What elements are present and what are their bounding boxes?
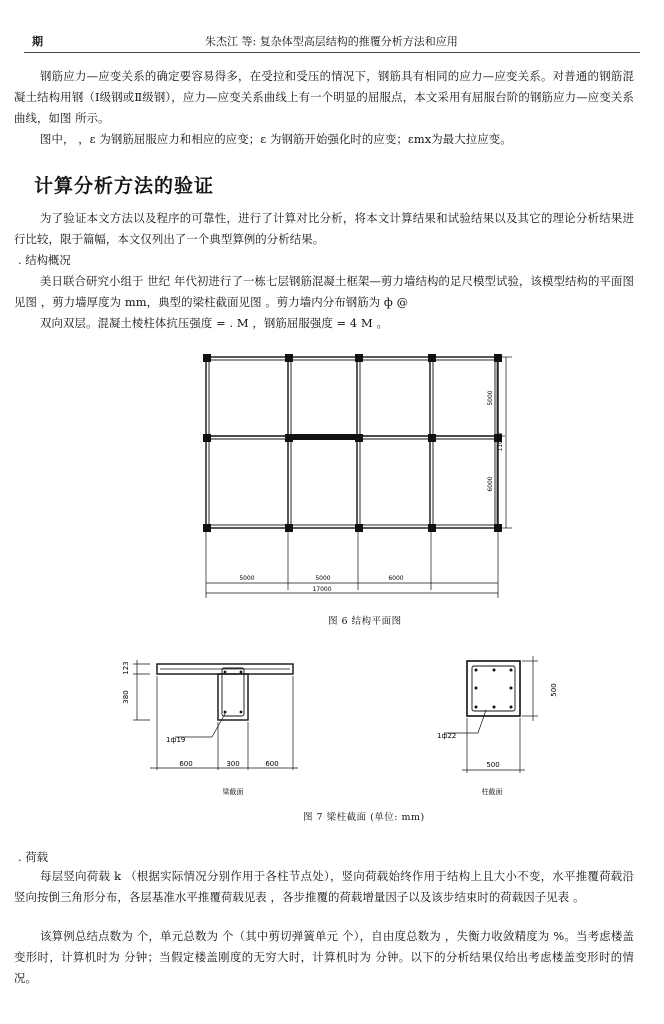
subsection-loads-title: . 荷载 — [18, 850, 49, 864]
header-issue: 期 — [32, 35, 43, 48]
beam-dim-bottom-1: 600 — [179, 760, 193, 768]
beam-dim-side: 380 — [122, 690, 130, 704]
beam-dim-bottom-3: 600 — [265, 760, 279, 768]
figure-6-caption: 图 6 结构平面图 — [328, 616, 402, 627]
dim-bottom-total: 17000 — [312, 586, 332, 593]
beam-section-label: 梁截面 — [222, 788, 244, 796]
figure-7-caption: 图 7 梁柱截面 (单位: mm) — [303, 812, 425, 823]
dim-bottom-2: 5000 — [315, 575, 331, 582]
section-paragraph-1: 为了验证本文方法以及程序的可靠性，进行了计算对比分析，将本文计算结果和试验结果以及其它的理论分析结果进行比较，限于篇幅，本文仅列出了一个典型算例的分析结果。 — [14, 211, 634, 246]
beam-rebar-label: 1ф19 — [166, 736, 186, 744]
dim-right-total: 11000 — [497, 432, 504, 452]
beam-dim-top: 123 — [122, 661, 130, 675]
column-dim-bottom: 500 — [486, 761, 500, 769]
section-title: 计算分析方法的验证 — [34, 175, 215, 197]
column-dim-side: 500 — [550, 683, 558, 697]
beam-dim-bottom-2: 300 — [226, 760, 240, 768]
dim-bottom-1: 5000 — [239, 575, 255, 582]
dim-right-2: 6000 — [487, 476, 494, 492]
intro-paragraph-2: 图中， ，ε 为钢筋屈服应力和相应的应变；ε 为钢筋开始强化时的应变；εmx为最大拉应变。 — [40, 132, 512, 146]
intro-paragraph-1: 钢筋应力—应变关系的确定要容易得多，在受拉和受压的情况下，钢筋具有相同的应力—应变关系。对普通的钢筋混凝土结构用钢（Ⅰ级钢或Ⅱ级钢），应力—应变关系曲线上有一个明显的屈服点，本文采用有屈服台阶的钢筋应力—应变关系曲线，如图 所示。 — [14, 69, 634, 125]
subsection-structure-title: . 结构概况 — [18, 253, 71, 267]
dim-right-1: 5000 — [487, 390, 494, 406]
column-rebar-label: 1ф22 — [437, 732, 457, 740]
loads-paragraph-2: 该算例总结点数为 个，单元总数为 个（其中剪切弹簧单元 个），自由度总数为 ，失衡力收敛精度为 %。当考虑楼盖变形时，计算机时为 分钟；当假定楼盖刚度的无穷大时，计算机时为 分钟。以下的分析结果仅给出考虑楼盖变形时的情况。 — [14, 929, 634, 985]
header-title: 朱杰江 等: 复杂体型高层结构的推覆分析方法和应用 — [205, 35, 458, 48]
dim-bottom-3: 6000 — [388, 575, 404, 582]
column-section-label: 柱截面 — [481, 788, 503, 796]
section-paragraph-3: 双向双层。混凝土棱柱体抗压强度 = . M ，钢筋屈服强度 = 4 M 。 — [40, 316, 388, 330]
loads-paragraph-1: 每层竖向荷载 k （根据实际情况分别作用于各柱节点处），竖向荷载始终作用于结构上且大小不变，水平推覆荷载沿竖向按倒三角形分布，各层基准水平推覆荷载见表 ，各步推覆的荷载增量因子以及该步结束时的荷载因子见表 。 — [14, 869, 634, 904]
section-paragraph-2: 美日联合研究小组于 世纪 年代初进行了一栋七层钢筋混凝土框架—剪力墙结构的足尺模型试验，该模型结构的平面图见图 ，剪力墙厚度为 mm，典型的梁柱截面见图 。剪力墙内分布钢筋为 ф @ — [14, 274, 634, 309]
